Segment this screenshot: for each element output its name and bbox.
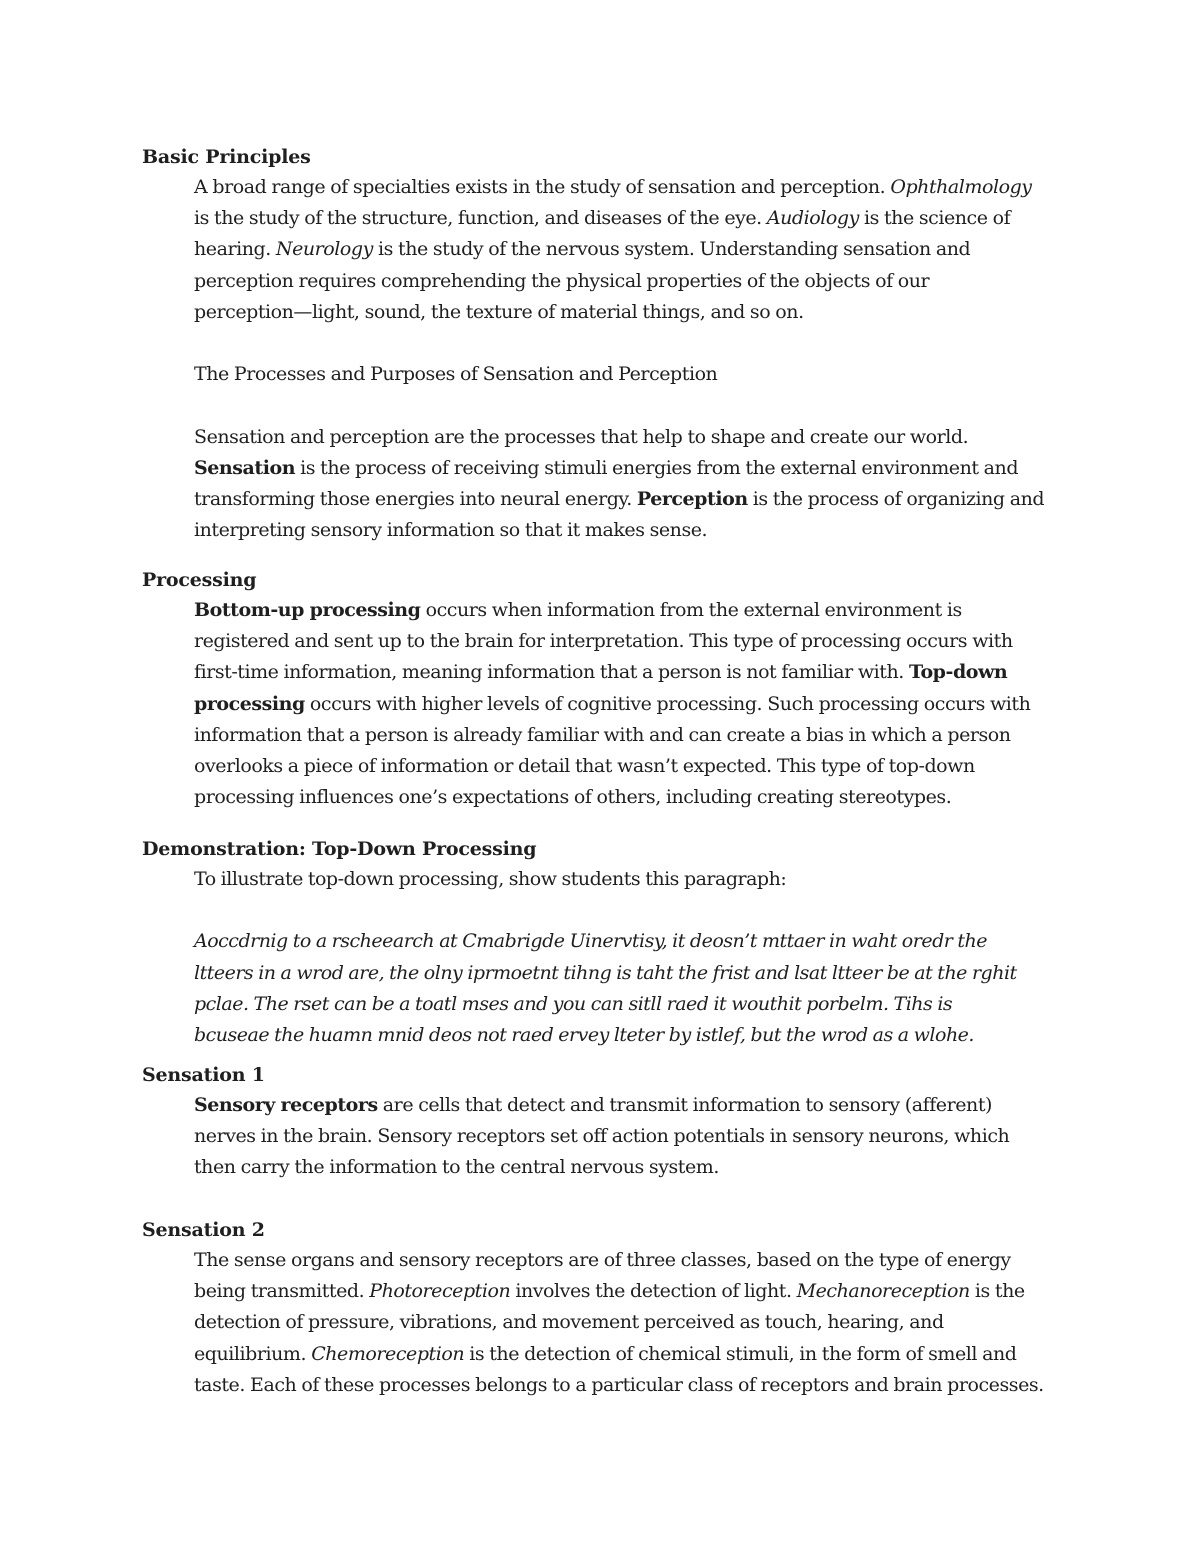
text-line: registered and sent up to the brain for interpretation. This type of processing occurs with [194,630,1013,653]
text-line: Bottom-up processing occurs when information from the external environment is [194,599,962,621]
text-line: Sensation is the process of receiving stimuli energies from the external environment and [194,456,1019,479]
scrambled-text-line: pclae. The rset can be a toatl mses and you can sitll raed it wouthit porbelm. Tihs is [194,992,953,1015]
scrambled-text-line: bcuseae the huamn mnid deos not raed ervey lteter by istlef, but the wrod as a wlohe. [194,1024,974,1047]
text-line: transforming those energies into neural energy. Perception is the process of organizing and [194,488,1045,511]
heading-demonstration: Demonstration: Top-Down Processing [142,838,537,860]
paragraph-processing [194,595,1074,813]
blank-line [194,390,1074,421]
paragraph-sensation-1 [194,1090,1074,1184]
paragraph-basic-principles [194,172,1074,546]
subheading-processes-purposes: The Processes and Purposes of Sensation and Perception [194,363,718,386]
text-line: information that a person is already familiar with and can create a bias in which a person [194,723,1011,746]
scrambled-text-line: ltteers in a wrod are, the olny iprmoetnt tihng is taht the frist and lsat ltteer be at the rghit [194,961,1017,984]
text-line: is the study of the structure, function, and diseases of the eye. Audiology is the science of [194,207,1011,230]
text-line: perception requires comprehending the physical properties of the objects of our [194,269,930,292]
text-line: Sensation and perception are the processes that help to shape and create our world. [194,425,969,448]
paragraph-sensation-2 [194,1245,1074,1401]
text-line: overlooks a piece of information or detail that wasn’t expected. This type of top-down [194,755,975,778]
text-line: Sensory receptors are cells that detect and transmit information to sensory (afferent) [194,1094,992,1116]
text-line: taste. Each of these processes belongs to a particular class of receptors and brain processes. [194,1373,1044,1396]
text-line: processing occurs with higher levels of cognitive processing. Such processing occurs with [194,692,1031,715]
blank-line [194,895,1074,926]
text-line: first-time information, meaning information that a person is not familiar with. Top-down [194,661,1008,684]
text-line: equilibrium. Chemoreception is the detection of chemical stimuli, in the form of smell and [194,1342,1017,1365]
scrambled-text-line: Aoccdrnig to a rscheearch at Cmabrigde Uinervtisy, it deosn’t mttaer in waht oredr the [194,930,987,953]
text-line: perception—light, sound, the texture of material things, and so on. [194,300,804,323]
heading-basic-principles: Basic Principles [142,146,311,168]
text-line: nerves in the brain. Sensory receptors set off action potentials in sensory neurons, which [194,1125,1010,1148]
paragraph-demonstration [194,864,1074,1051]
heading-sensation-2: Sensation 2 [142,1219,265,1241]
text-line: The sense organs and sensory receptors are of three classes, based on the type of energy [194,1249,1011,1271]
heading-sensation-1: Sensation 1 [142,1064,265,1086]
blank-line [194,328,1074,359]
text-line: A broad range of specialties exists in the study of sensation and perception. Ophthalmology [194,176,1032,198]
text-line: detection of pressure, vibrations, and movement perceived as touch, hearing, and [194,1311,944,1334]
text-line: interpreting sensory information so that it makes sense. [194,519,708,542]
text-line: being transmitted. Photoreception involves the detection of light. Mechanoreception is the [194,1280,1025,1303]
text-line: processing influences one’s expectations of others, including creating stereotypes. [194,786,952,809]
heading-processing: Processing [142,569,257,591]
text-line: then carry the information to the central nervous system. [194,1156,719,1179]
text-line: hearing. Neurology is the study of the nervous system. Understanding sensation and [194,238,971,261]
text-line: To illustrate top-down processing, show students this paragraph: [194,868,787,890]
